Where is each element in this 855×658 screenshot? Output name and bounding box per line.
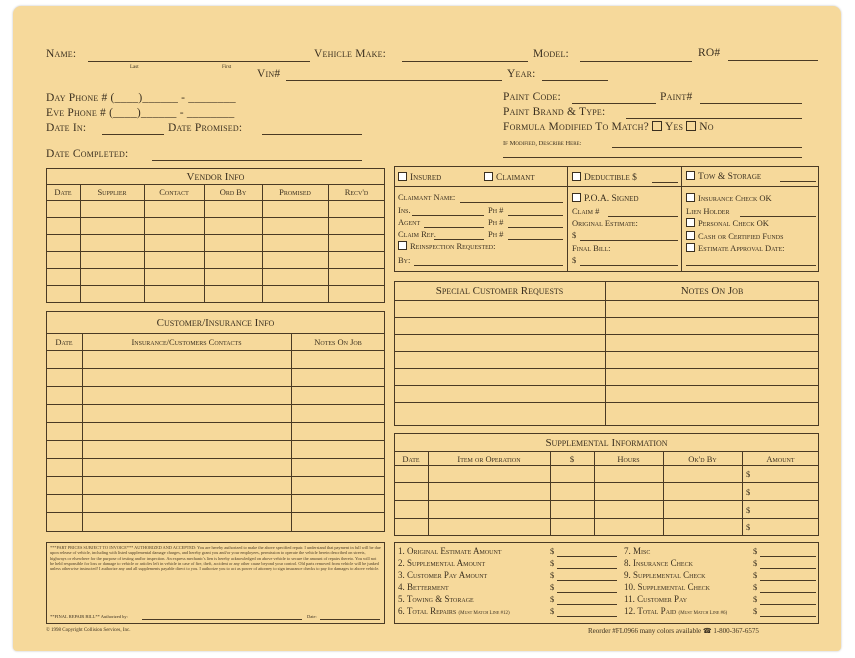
claimant-name-field[interactable]	[460, 202, 563, 203]
ins-phone-label: Ph #	[488, 205, 504, 215]
claimant-checkbox[interactable]	[484, 172, 493, 181]
customer-col-notes: Notes On Job	[314, 337, 362, 347]
personal-check-option[interactable]: Personal Check OK	[686, 218, 769, 228]
date-in-label: Date In:	[46, 122, 87, 134]
paint-code-field[interactable]	[572, 103, 656, 104]
if-modified-field[interactable]	[612, 147, 802, 148]
deductible-field[interactable]	[652, 182, 678, 183]
total-line-2: 2. Supplemental Amount	[398, 558, 486, 568]
claimant-name-label: Claimant Name:	[398, 192, 456, 202]
total-field-11[interactable]	[760, 604, 816, 605]
total-dollar-6: $	[550, 606, 555, 616]
total-field-7[interactable]	[760, 556, 816, 557]
supp-col-hours: Hours	[617, 454, 640, 464]
total-dollar-8: $	[753, 558, 758, 568]
lien-holder-field[interactable]	[740, 216, 816, 217]
original-estimate-dollar: $	[572, 230, 577, 240]
final-repair-bill-label: **FINAL REPAIR BILL** Authorized by:	[50, 614, 128, 619]
claim-number-field[interactable]	[608, 216, 678, 217]
supp-amount-dollar-4: $	[746, 522, 751, 532]
cash-certified-checkbox[interactable]	[686, 231, 695, 240]
total-field-5[interactable]	[557, 604, 617, 605]
reinspection-option[interactable]: Reinspection Requested:	[398, 241, 496, 251]
total-dollar-10: $	[753, 582, 758, 592]
total-field-3[interactable]	[557, 580, 617, 581]
copyright-text: © 1998 Copyright Collision Services, Inc.	[46, 628, 131, 633]
date-promised-label: Date Promised:	[168, 122, 243, 134]
name-field[interactable]	[88, 61, 310, 62]
total-dollar-1: $	[550, 546, 555, 556]
total-line-1: 1. Original Estimate Amount	[398, 546, 502, 556]
claim-ref-label: Claim Ref.	[398, 229, 436, 239]
total-field-4[interactable]	[557, 592, 617, 593]
total-line-8: 8. Insurance Check	[624, 558, 693, 568]
if-modified-label: If Modified, Describe Here:	[503, 140, 582, 147]
estimate-approval-checkbox[interactable]	[686, 243, 695, 252]
if-modified-field-2[interactable]	[503, 157, 802, 158]
supp-col-amount: Amount	[766, 454, 795, 464]
total-line-12: 12. Total Paid (Must Match Line #6)	[624, 606, 728, 616]
insurance-check-option[interactable]: Insurance Check OK	[686, 193, 772, 203]
paint-number-label: Paint#	[660, 91, 693, 103]
vendor-col-promised: Promised	[279, 187, 311, 197]
total-field-6[interactable]	[557, 616, 617, 617]
last-sublabel: Last	[130, 65, 139, 70]
poa-option[interactable]: P.O.A. Signed	[572, 193, 639, 204]
date-completed-field[interactable]	[152, 160, 362, 161]
total-field-10[interactable]	[760, 592, 816, 593]
vendor-col-supplier: Supplier	[97, 187, 127, 197]
total-line-6: 6. Total Repairs (Must Match Line #12)	[398, 606, 510, 616]
insurance-check-checkbox[interactable]	[686, 193, 695, 202]
total-dollar-2: $	[550, 558, 555, 568]
date-promised-field[interactable]	[262, 134, 362, 135]
vendor-info-title: Vendor Info	[186, 171, 245, 183]
vendor-col-ord-by: Ord By	[219, 187, 247, 197]
tow-storage-checkbox[interactable]	[686, 171, 695, 180]
estimate-approval-field[interactable]	[686, 265, 816, 266]
authorization-text: ***PART PRICES SUBJECT TO INVOICE*** AUTHORIZED AND ACCEPTED: You are hereby authorized to make the above specified repair. I understand that payment in full will be due upon release of vehicle, including with listed supplemental damage charges, and hereby grant you and/or your employees, permission to operate the vehicle herein described on streets, highways or elsewhere for the purpose of testing and/or inspection. An express mechanic's lien is hereby acknowledged on above vehicle to secure the amount of repairs thereto. You will not be held responsible for loss or damage to vehicle or articles left in vehicle in case of fire, theft, accident or any other cause beyond your control. Old parts removed from vehicle will be junked unless otherwise instructed! I authorize any and all supplements payable direct to you. I authorize you to act as power of attorney to sign insurance checks to pay for damages to above vehicle.	[50, 545, 381, 572]
total-line-9: 9. Supplemental Check	[624, 570, 706, 580]
vehicle-make-label: Vehicle Make:	[314, 48, 387, 60]
total-field-9[interactable]	[760, 580, 816, 581]
total-dollar-4: $	[550, 582, 555, 592]
total-dollar-3: $	[550, 570, 555, 580]
ins-field[interactable]	[412, 215, 484, 216]
poa-checkbox[interactable]	[572, 193, 581, 202]
agent-phone-label: Ph #	[488, 217, 504, 227]
final-date-field[interactable]	[320, 619, 380, 620]
claimant-option[interactable]: Claimant	[484, 172, 535, 183]
deductible-checkbox[interactable]	[572, 172, 581, 181]
total-dollar-9: $	[753, 570, 758, 580]
insured-checkbox[interactable]	[398, 172, 407, 181]
total-line-11: 11. Customer Pay	[624, 594, 688, 604]
total-field-12[interactable]	[760, 616, 816, 617]
by-field[interactable]	[414, 265, 563, 266]
date-completed-label: Date Completed:	[46, 148, 129, 160]
vehicle-make-field[interactable]	[402, 61, 528, 62]
notes-on-job-title: Notes On Job	[680, 285, 744, 297]
paint-brand-label: Paint Brand & Type:	[503, 106, 606, 118]
first-sublabel: First	[222, 65, 232, 70]
supplemental-info-title: Supplemental Information	[545, 437, 668, 449]
special-requests-title: Special Customer Requests	[435, 285, 564, 297]
original-estimate-field[interactable]	[580, 240, 678, 241]
ro-field[interactable]	[728, 60, 818, 61]
total-line-10: 10. Supplemental Check	[624, 582, 710, 592]
agent-phone-field[interactable]	[508, 227, 563, 228]
original-estimate-label: Original Estimate:	[572, 218, 638, 228]
tow-storage-field[interactable]	[780, 181, 816, 182]
vendor-col-date: Date	[54, 187, 72, 197]
total-line-3: 3. Customer Pay Amount	[398, 570, 488, 580]
total-dollar-7: $	[753, 546, 758, 556]
estimate-approval-option[interactable]: Estimate Approval Date:	[686, 243, 785, 253]
supp-amount-dollar-1: $	[746, 469, 751, 479]
supp-amount-dollar-2: $	[746, 487, 751, 497]
yes-checkbox[interactable]	[652, 121, 662, 131]
eve-phone-label: Eve Phone # (____)______ - ________	[46, 107, 235, 119]
total-field-1[interactable]	[557, 556, 617, 557]
name-label: Name:	[46, 48, 77, 60]
ro-label: RO#	[698, 47, 721, 59]
total-dollar-5: $	[550, 594, 555, 604]
no-checkbox[interactable]	[686, 121, 696, 131]
customer-col-date: Date	[55, 337, 73, 347]
claim-ref-field[interactable]	[434, 239, 484, 240]
lien-holder-label: Lien Holder	[686, 206, 730, 216]
ins-phone-field[interactable]	[508, 215, 563, 216]
insured-option[interactable]: Insured	[398, 172, 441, 183]
final-bill-label: Final Bill:	[572, 243, 611, 253]
date-in-field[interactable]	[102, 134, 164, 135]
vin-field[interactable]	[286, 80, 502, 81]
total-dollar-11: $	[753, 594, 758, 604]
authorized-by-field[interactable]	[142, 619, 302, 620]
vendor-col-recvd: Recv'd	[344, 187, 369, 197]
deductible-option[interactable]: Deductible $	[572, 172, 637, 183]
claim-number-label: Claim #	[572, 206, 600, 216]
by-label: By:	[398, 255, 411, 265]
tow-storage-option[interactable]: Tow & Storage	[686, 171, 761, 182]
final-bill-dollar: $	[572, 255, 577, 265]
model-label: Model:	[533, 48, 569, 60]
formula-modified-label: Formula Modified To Match? Yes No	[503, 121, 714, 133]
personal-check-checkbox[interactable]	[686, 218, 695, 227]
customer-insurance-title: Customer/Insurance Info	[156, 317, 275, 329]
total-dollar-12: $	[753, 606, 758, 616]
vin-label: Vin#	[257, 68, 281, 80]
final-bill-field[interactable]	[580, 265, 678, 266]
total-line-4: 4. Betterment	[398, 582, 449, 592]
supp-amount-dollar-3: $	[746, 505, 751, 515]
total-field-8[interactable]	[760, 568, 816, 569]
vendor-col-contact: Contact	[159, 187, 189, 197]
paint-brand-field[interactable]	[626, 118, 802, 119]
reinspection-checkbox[interactable]	[398, 241, 407, 250]
customer-col-contacts: Insurance/Customers Contacts	[131, 337, 242, 347]
claim-ref-phone-field[interactable]	[508, 239, 563, 240]
supp-col-dollar: $	[569, 454, 575, 464]
requests-notes-box	[394, 281, 819, 426]
ins-label: Ins.	[398, 205, 411, 215]
day-phone-label: Day Phone # (____)______ - ________	[46, 92, 236, 104]
year-label: Year:	[507, 68, 536, 80]
final-date-label: Date:	[307, 614, 317, 619]
paint-code-label: Paint Code:	[503, 91, 561, 103]
agent-field[interactable]	[424, 227, 484, 228]
supp-col-date: Date	[402, 454, 420, 464]
total-line-7: 7. Misc	[624, 546, 651, 556]
model-field[interactable]	[580, 61, 692, 62]
claim-ref-phone-label: Ph #	[488, 229, 504, 239]
supp-col-item: Item or Operation	[457, 454, 521, 464]
cash-certified-option[interactable]: Cash or Certified Funds	[686, 231, 783, 241]
reorder-text: Reorder #FL0966 many colors available ☎ 1-800-367-6575	[588, 627, 759, 635]
supp-col-okd-by: Ok'd By	[688, 454, 717, 464]
total-line-5: 5. Towing & Storage	[398, 594, 474, 604]
agent-label: Agent	[398, 217, 421, 227]
total-field-2[interactable]	[557, 568, 617, 569]
paint-number-field[interactable]	[700, 103, 802, 104]
year-field[interactable]	[542, 80, 608, 81]
